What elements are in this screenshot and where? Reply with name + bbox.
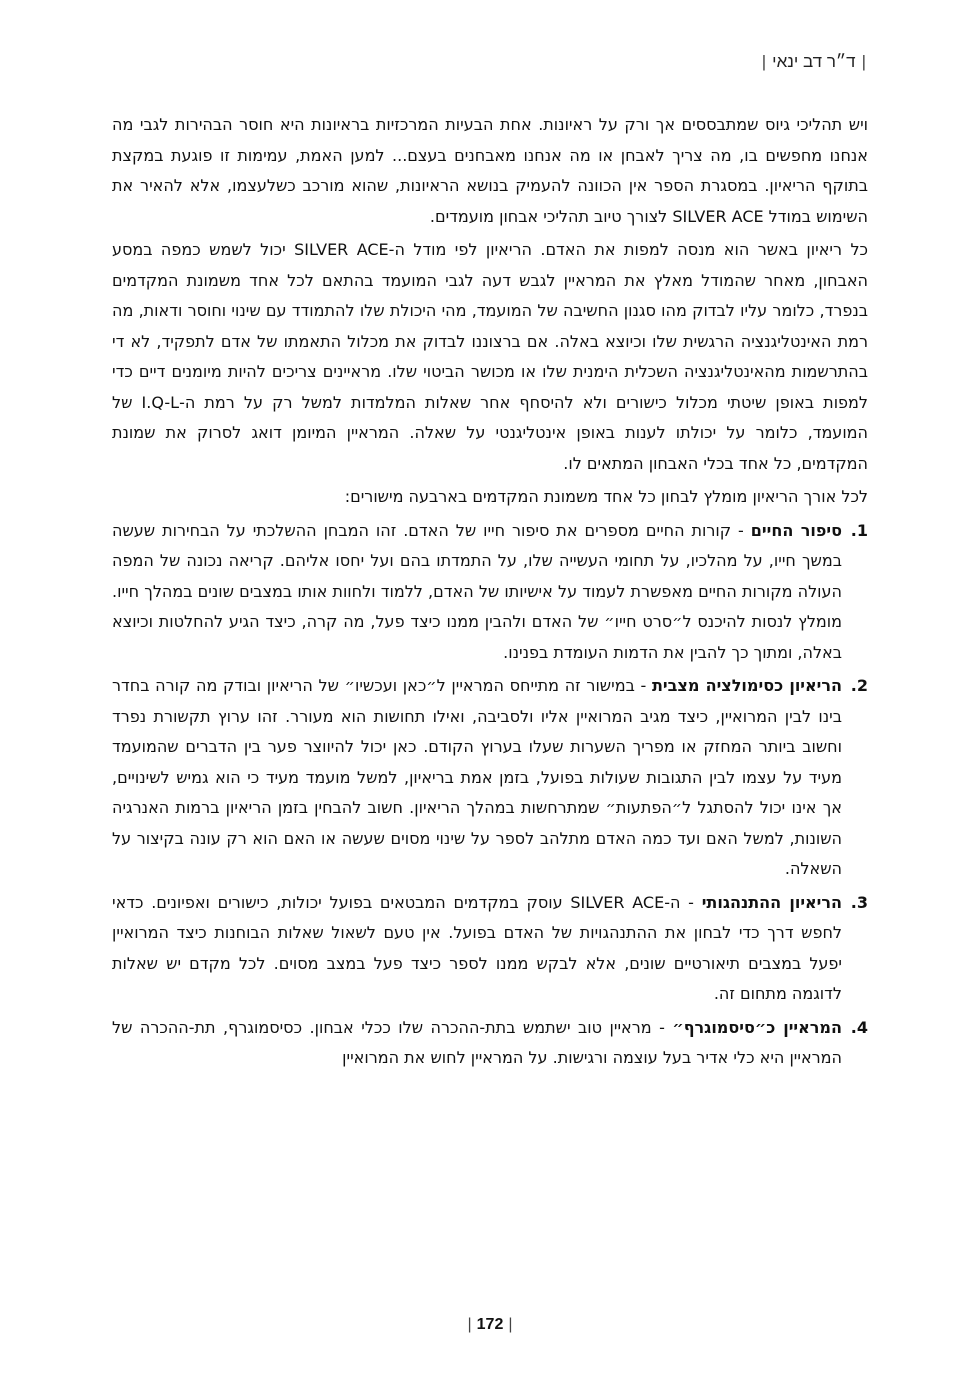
header-divider-right: | — [861, 52, 866, 71]
list-item-text: - קורות החיים מספרים את סיפור חייו של האדם. זהו המבחן ההשלכתי על הבחירות שעשה במשך חייו, על מהלכיו, על תחומי העשייה שלו, על התמדתו בהם ועל יחסו אליהם. קריאה נכונה של המפה העולה מקורות החיים מאפשרת לעמוד על אישיותו של האדם, ללמוד ולחוות אותו במצבים שונים במהלך חייו. מומלץ לנסות להיכנס ל״סרט חייו״ של האדם ולהבין ממנו כיצד פעל, מה קרה, כיצד הגיע להחלטות וכיוצא באלה, ומתוך כך להבין את הדמות העומדת בפנינו. — [112, 520, 842, 662]
page-footer — [0, 1316, 980, 1334]
page-number: 172 — [476, 1316, 504, 1333]
list-item-term: הריאיון כסימולציה מצבית — [652, 676, 843, 695]
list-item-number: 2. — [850, 676, 868, 695]
running-header — [756, 52, 872, 72]
list-item — [112, 1013, 868, 1074]
header-divider-left: | — [761, 52, 767, 71]
body-text — [112, 110, 868, 1077]
paragraph-2: כל ריאיון באשר הוא מנסה למפות את האדם. הריאיון לפי מודל ה-SILVER ACE יכול לשמש כמפה במסע האבחון, מאחר שהמודל מאלץ את המראיין לגבש דעה לגבי המועמד בהתאם לכל אחד משמונת המקדמים בנפרד, כלומר עליו לבדוק מהו סגנון החשיבה של המועמד, מהי היכולת שלו להתמודד עם שינוי וחוסר ודאות, מה רמת האינטליגנציה הרגשית שלו וכיוצא באלה. אם ברצוננו לבדוק את מכלול התאמתו של אדם לתפקיד, לא די בהתרשמות מהאינטליגנציה השכלית הימנית שלו או מכושר הביטוי שלו. מראיינים צריכים להיות מיומנים דיים כדי למפות באופן שיטתי מכלול כישורים ולא להיסחף אחר שאלות המלמדות למשל רק על רמת ה-I.Q-L של המועמד, כלומר על יכולתו לענות באופן אינטליגנטי על שאלה. המראיין המיומן דואג לסרוק את שמונת המקדמים, כל אחד בכלי האבחון המתאים לו. — [112, 240, 869, 473]
footer-divider-left: | — [467, 1316, 472, 1333]
numbered-list — [112, 516, 868, 1074]
footer-divider-right: | — [508, 1316, 513, 1333]
list-item-term: הריאיון ההתנהגותי — [701, 892, 843, 912]
list-item — [112, 516, 868, 669]
list-item-term: סיפור החיים — [750, 520, 842, 540]
list-item-text: - מראיין טוב ישתמש בתת-ההכרה שלו ככלי אבחון. כסיסמוגרף, תת-ההכרה של המראיין היא כלי אדיר בעל עוצמה ורגישות. על המראיין לחוש את המרואיין — [112, 1017, 842, 1067]
list-item-number: 4. — [850, 1017, 868, 1037]
list-item-number: 1. — [850, 520, 868, 540]
header-author: ד״ר דב ינאי — [772, 52, 856, 71]
list-item-text: - ה-SILVER ACE עוסק במקדמים המבטאים בפועל יכולות, כישורים ואפיונים. כדאי לחפש דרך כדי לבחון את ההתנהגויות של האדם בפועל. אין טעם לשאול שאלות הבוחנות כיצד המרואיין יפעל במצבים תיאורטיים שונים, אלא לבקש ממנו לספר כיצד פעל במצב מסוים. לכל מקדם יש שאלות לדוגמה מתחום זה. — [112, 892, 842, 1003]
list-item-text: - במישור זה מתייחס המראיין ל״כאן ועכשיו״ של הריאיון ובודק מה קורה בחדר בינו לבין המרואיין, כיצד מגיב המרואיין אליו ולסביבה, ואילו תחושות הוא מעורר. זהו ערוץ תקשורת נפרד וחשוב ביותר המחזק או מפריך השערות שעלו בערוץ הקודם. כאן יכול להיווצר פער בין הדברים שהמועמד מעיד על עצמו לבין התגובות שעולות בפועל, בזמן אמת בריאיון, למשל מועמד מעיד כי הוא גמיש לשינויים, אך אינו יכול להסתגל ל״הפתעות״ שמתרחשות במהלך הריאיון. חשוב להבחין בזמן הריאיון ברמות האנרגיה השונות, למשל האם ועד כמה האדם מתלהב לספר על שינוי מסוים שעשה או האם הוא רק עונה בקיצור על השאלה. — [112, 676, 842, 878]
paragraph-1: ויש תהליכי גיוס שמתבססים אך ורק על ראיונות. אחת הבעיות המרכזיות בראיונות היא חוסר הבהירות לגבי מה אנחנו מחפשים בו, מה צריך לאבחן או מה אנחנו מאבחנים בעצם... למען האמת, עמימות זו פוגעת במקצת בתוקף הריאיון. במסגרת הספר אין הכוונה להעמיק בנושא הראיונות, שהוא מורכב כשלעצמו, אלא להאיר את השימוש במודל SILVER ACE לצורך טיוב תהליכי אבחון מועמדים. — [112, 115, 868, 226]
paragraph-3: לכל אורך הריאיון מומלץ לבחון כל אחד משמונת המקדמים בארבעה מישורים: — [344, 487, 868, 506]
list-item-number: 3. — [850, 892, 868, 912]
list-item — [112, 888, 868, 1010]
list-item-term: המראיין כ״סיסמוגרף״ — [672, 1017, 842, 1037]
list-item — [112, 671, 868, 885]
